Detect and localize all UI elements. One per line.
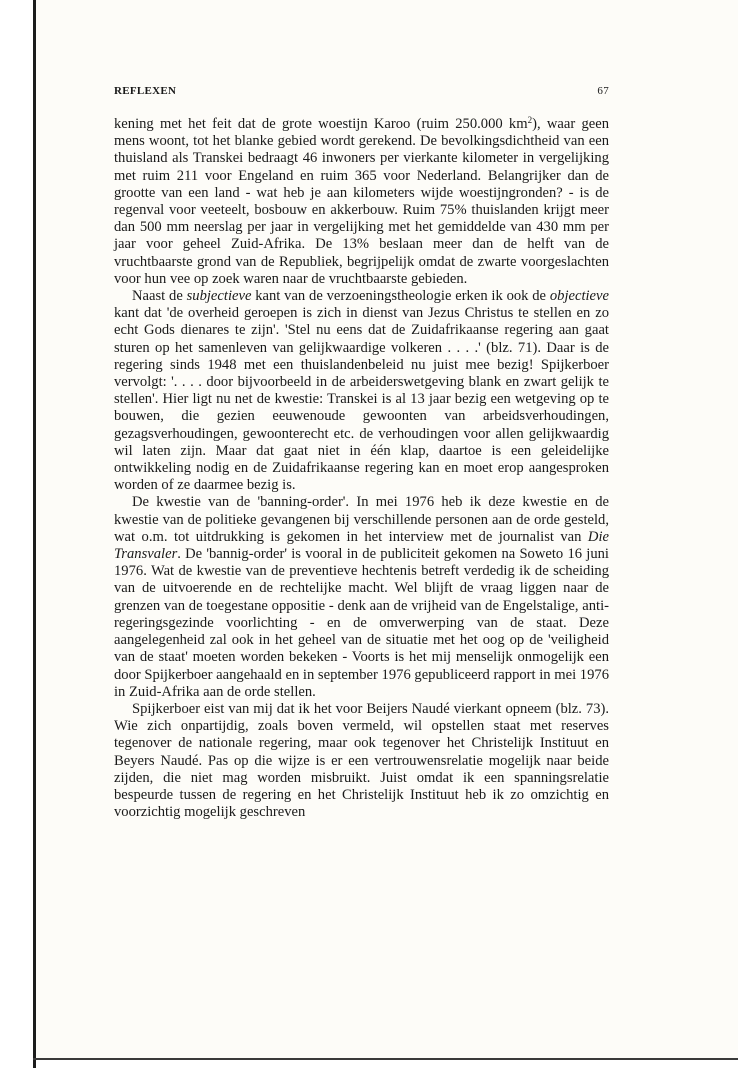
body-text (114, 116, 609, 821)
paragraph-1 (114, 116, 609, 288)
paragraph-3-text-b: . De 'bannig-order' is vooral in de publiciteit gekomen na Soweto 16 juni 1976. Wat de kwestie van de preventieve hechtenis betreft verdedig ik de scheiding van de uitvoerende en de rechtelijke macht. Wel blijft de vraag liggen naar de grenzen van de toegestane oppositie - denk aan de vrijheid van de Engelstalige, anti-regeringsgezinde voorlichting - en de omverwerping van de staat. Deze aangelegenheid zal ook in het geheel van de situatie met het oog op de 'veiligheid van de staat' moeten worden bekeken - Voorts is het mij menselijk onmogelijk een door Spijkerboer aangehaald en in september 1976 gepubliceerd rapport in mei 1976 in Zuid-Afrika aan de orde stellen. (114, 546, 609, 700)
running-header (114, 85, 609, 97)
paragraph-3-text-a: De kwestie van de 'banning-order'. In mei 1976 heb ik deze kwestie en de kwestie van de politieke gevangenen bij verschillende personen aan de orde gesteld, wat o.m. tot uitdrukking is gekomen in het interview met de journalist van (114, 494, 609, 545)
paragraph-2-text-c: kant dat 'de overheid geroepen is zich in dienst van Jezus Christus te stellen en zo echt Gods dienares te zijn'. 'Stel nu eens dat de Zuidafrikaanse regering aan gaat sturen op het samenleven van gelijkwaardige volkeren . . . .' (blz. 71). Daar is de regering sinds 1948 met een thuislandenbeleid nu juist mee bezig! Spijkerboer vervolgt: '. . . . door bijvoorbeeld in de arbeiderswetgeving blank en zwart gelijk te stellen'. Hier ligt nu net de kwestie: Transkei is al 13 jaar bezig een wetgeving op te bouwen, die gezien eeuwenoude gewoonten van arbeidsverhoudingen, gezagsverhoudingen, gewoonterecht etc. de verhoudingen voor allen gelijkwaardig wil laten zijn. Maar dat gaat niet in één klap, daartoe is een geleidelijke ontwikkeling nodig en de Zuidafrikaanse regering kan en moet erop aangesproken worden of ze daarmee bezig is. (114, 305, 609, 494)
emphasis-subjectieve: subjectieve (186, 288, 252, 305)
paragraph-1-text-b: ), waar geen mens woont, tot het blanke gebied wordt gerekend. De bevolkingsdichtheid van een thuisland als Transkei bedraagt 46 inwoners per vierkante kilometer in vergelijking met ruim 211 voor Engeland en ruim 365 voor Nederland. Belangrijker dan de grootte van een land - wat heb je aan kilometers wijde woestijngronden? - is de regenval voor veeteelt, bosbouw en akkerbouw. Ruim 75% thuislanden krijgt meer dan 500 mm neerslag per jaar in vergelijking met het gemiddelde van 430 mm per jaar voor geheel Zuid-Afrika. De 13% beslaan meer dan de helft van de vruchtbaarste grond van de Republiek, begrijpelijk omdat de zwarte voorgeslachten voor hun vee op zoek waren naar de vruchtbaarste gebieden. (114, 116, 609, 287)
emphasis-die-transvaler: Die Transvaler (114, 528, 609, 563)
paragraph-1-text-a: kening met het feit dat de grote woestijn Karoo (ruim 250.000 km (114, 116, 528, 132)
paragraph-2 (114, 288, 609, 494)
page-number: 67 (597, 85, 609, 97)
scan-border-bottom (33, 1058, 738, 1060)
paragraph-3 (114, 494, 609, 700)
paragraph-4 (114, 701, 609, 821)
paragraph-2-text-b: kant van de verzoeningstheologie erken ik ook de (251, 288, 550, 305)
paragraph-2-text-a: Naast de (132, 288, 187, 305)
emphasis-objectieve: objectieve (549, 288, 609, 305)
running-title: REFLEXEN (114, 85, 177, 97)
book-page (36, 0, 738, 1058)
superscript-2: 2 (527, 115, 533, 125)
paragraph-4-text: Spijkerboer eist van mij dat ik het voor Beijers Naudé vierkant opneem (blz. 73). Wie zich onpartijdig, zoals boven vermeld, wil opstellen staat met reserves tegenover de nationale regering, maar ook tegenover het Christelijk Instituut en Beyers Naudé. Pas op die wijze is er een vertrouwensrelatie mogelijk naar beide zijden, die niet mag worden misbruikt. Juist omdat ik een spanningsrelatie bespeurde tussen de regering en het Christelijk Instituut heb ik zo omzichtig en voorzichtig mogelijk geschreven (114, 700, 609, 821)
